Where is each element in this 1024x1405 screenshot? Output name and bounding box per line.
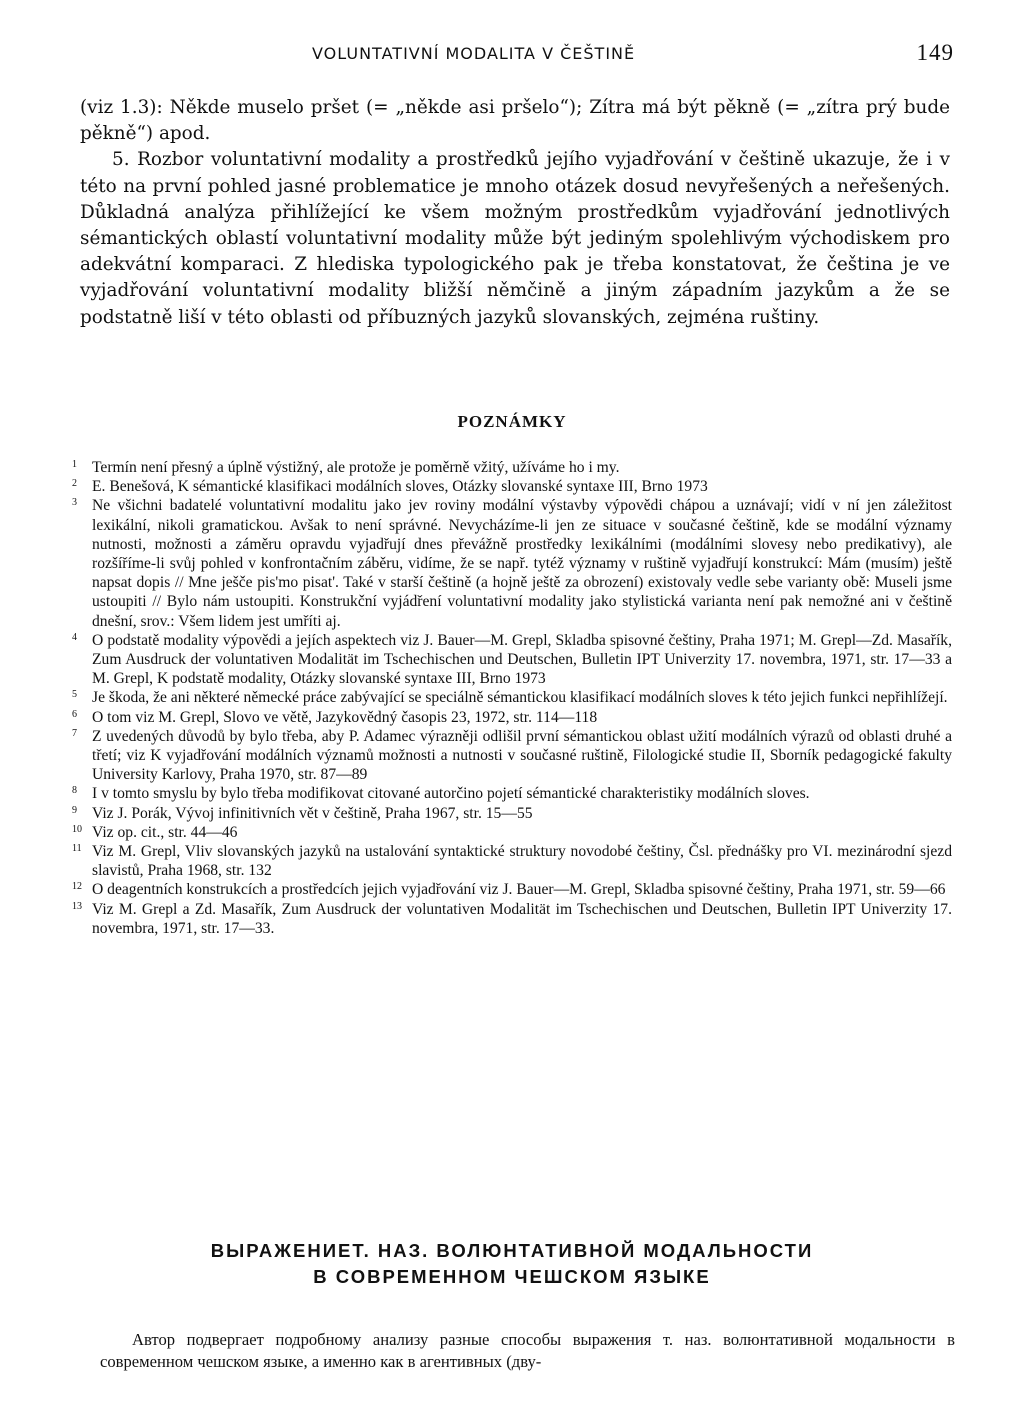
note-number: 7 xyxy=(72,727,77,739)
note-number: 4 xyxy=(72,631,77,643)
note-item xyxy=(72,708,952,727)
note-text: Je škoda, že ani některé německé práce zabývající se speciálně sémantickou klasifikací modálních sloves k této jejich funkci nepřihlížejí. xyxy=(92,689,948,707)
note-text: Termín není přesný a úplně výstižný, ale protože je poměrně vžitý, užíváme ho i my. xyxy=(92,459,620,476)
note-text: Viz M. Grepl, Vliv slovanských jazyků na ustalování syntaktické struktury novodobé češtiny, Čsl. přednášky pro VI. mezinárodní sjezd slavistů, Praha 1968, str. 132 xyxy=(92,843,952,880)
note-number: 11 xyxy=(72,843,82,855)
note-item xyxy=(72,458,952,477)
page-number: 149 xyxy=(916,40,954,65)
summary-title-line-2: В СОВРЕМЕННОМ ЧЕШСКОМ ЯЗЫКЕ xyxy=(313,1266,711,1287)
note-number: 3 xyxy=(72,497,77,509)
note-number: 8 xyxy=(72,785,77,797)
note-item xyxy=(72,842,952,880)
note-text: O podstatě modality výpovědi a jejích aspektech viz J. Bauer—M. Grepl, Skladba spisovné češtiny, Praha 1971; M. Grepl—Zd. Masařík, Zum Ausdruck der voluntativen Modalität im Tschechischen und Deutschen, Bulletin IPT Univerzity 17. novembra, 1971, str. 17—33 a M. Grepl, K podstatě modality, Otázky slovanské syntaxe III, Brno 1973 xyxy=(92,631,952,688)
note-item xyxy=(72,900,952,938)
note-number: 9 xyxy=(72,804,77,816)
note-text: Viz M. Grepl a Zd. Masařík, Zum Ausdruck der voluntativen Modalität im Tschechischen und Deutschen, Bulletin IPT Univerzity 17. novembra, 1971, str. 17—33. xyxy=(92,900,952,937)
notes-list xyxy=(72,458,952,938)
note-text: O deagentních konstrukcích a prostředcích jejich vyjadřování viz J. Bauer—M. Grepl, Skladba spisovné češtiny, Praha 1971, str. 59—66 xyxy=(92,881,946,899)
note-item xyxy=(72,804,952,823)
note-item xyxy=(72,784,952,803)
running-title: VOLUNTATIVNÍ MODALITA V ČEŠTINĚ xyxy=(312,44,636,63)
note-number: 13 xyxy=(72,900,82,912)
paragraph-2: 5. Rozbor voluntativní modality a prostředků jejího vyjadřování v češtině ukazuje, že i v této na první pohled jasné problematice je mnoho otázek dosud nevyřešených a neřešených. Důkladná analýza přihlížející ke všem možným prostředkům vyjadřování jednotlivých sémantických oblastí voluntativní modality může být jediným spolehlivým východiskem pro adekvátní komparaci. Z hlediska typologického pak je třeba konstatovat, že čeština je ve vyjadřování voluntativní modality bližší němčině a jiným západním jazykům a že se podstatně liší v této oblasti od příbuzných jazyků slovanských, zejména ruštiny. xyxy=(80,149,950,328)
note-text: E. Benešová, K sémantické klasifikaci modálních sloves, Otázky slovanské syntaxe III, Brno 1973 xyxy=(92,478,708,496)
note-text: Z uvedených důvodů by bylo třeba, aby P. Adamec výrazněji odlišil první sémantickou oblast užití modálních výrazů od oblasti druhé a třetí; viz K vyjadřování modálních významů možnosti a nutnosti v současné ruštině, Filologické studie II, Sborník pedagogické fakulty University Karlovy, Praha 1970, str. 87—89 xyxy=(92,727,952,784)
note-item xyxy=(72,631,952,689)
note-number: 6 xyxy=(72,708,77,720)
note-item xyxy=(72,880,952,899)
notes-heading: POZNÁMKY xyxy=(457,412,567,431)
note-number: 5 xyxy=(72,689,77,701)
note-number: 2 xyxy=(72,478,77,490)
note-number: 12 xyxy=(72,881,82,893)
body-text xyxy=(80,95,950,331)
note-item xyxy=(72,496,952,630)
note-item xyxy=(72,727,952,785)
note-item xyxy=(72,477,952,496)
note-text: Ne všichni badatelé voluntativní modalitu jako jev roviny modální výstavby výpovědi chápou a uznávají; vidí v ní jen záležitost lexikální, nikoli gramatickou. Avšak to není správné. Nevycházíme-li jen ze situace v současné češtině, kde se modální významy nutnosti, možnosti a záměru opravdu vyjadřují dnes převážně prostředky lexikálními (modálními slovesy nebo predikativy), ale rozšíříme-li svůj pohled v konfrontačním záběru, vidíme, že se např. tytéž významy v ruštině vyjadřují konstrukcí: Mám (musím) ještě napsat dopis // Mne ješče pis'mo pisat'. Také v starší češtině (a hojně ještě za obrození) existovaly vedle sebe varianty obě: Museli jsme ustoupiti // Bylo nám ustoupiti. Konstrukční vyjádření voluntativní modality jako stylistická varianta není pak nemožné ani v češtině dnešní, srov.: Všem lidem jest umříti aj. xyxy=(92,497,952,630)
note-text: I v tomto smyslu by bylo třeba modifikovat citované autorčino pojetí sémantické charakteristiky modálních sloves. xyxy=(92,785,810,803)
note-text: Viz op. cit., str. 44—46 xyxy=(92,823,238,841)
note-text: Viz J. Porák, Vývoj infinitivních vět v češtině, Praha 1967, str. 15—55 xyxy=(92,804,533,822)
note-item xyxy=(72,823,952,842)
note-text: O tom viz M. Grepl, Slovo ve větě, Jazykovědný časopis 23, 1972, str. 114—118 xyxy=(92,708,598,726)
summary-heading xyxy=(0,1238,1024,1290)
summary-text: Автор подвергает подробному анализу разные способы выражения т. наз. волюнтативной модальности в современном чешском языке, а именно как в агентивных (дву- xyxy=(100,1329,955,1371)
page-header xyxy=(312,40,954,68)
summary-title-line-1: ВЫРАЖЕНИЕТ. НАЗ. ВОЛЮНТАТИВНОЙ МОДАЛЬНОСТИ xyxy=(210,1240,814,1261)
note-number: 10 xyxy=(72,823,82,835)
note-item xyxy=(72,688,952,707)
paragraph-1: (viz 1.3): Někde muselo pršet (= „někde asi pršelo“); Zítra má být pěkně (= „zítra prý bude pěkně“) apod. xyxy=(80,97,950,145)
note-number: 1 xyxy=(72,459,77,470)
